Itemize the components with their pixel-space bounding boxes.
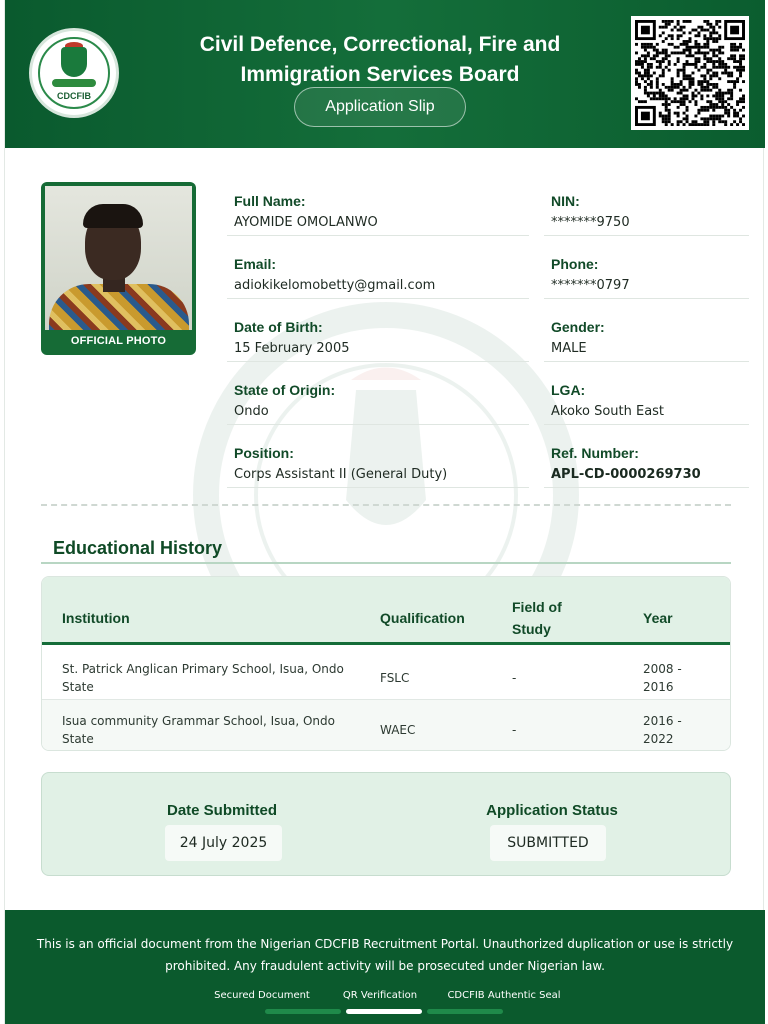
educational-history-title: Educational History	[53, 538, 223, 558]
field-label: NIN:	[551, 193, 580, 209]
position-value: Corps Assistant II (General Duty)	[227, 462, 529, 488]
badge-indicator	[427, 1009, 503, 1014]
year-line: 2022	[643, 732, 674, 746]
qr-verification-badge: QR Verification	[342, 990, 418, 1001]
phone-value: *******0797	[544, 273, 749, 299]
field-label: Position:	[234, 445, 294, 461]
year-cell	[643, 712, 682, 748]
header-banner	[5, 0, 765, 148]
field-label: Email:	[234, 256, 277, 272]
application-status-value: SUBMITTED	[490, 825, 606, 861]
institution-cell	[62, 712, 335, 748]
table-row	[42, 648, 731, 700]
cdcfib-logo	[29, 28, 119, 118]
board-title	[155, 30, 605, 90]
col-qualification: Qualification	[380, 610, 465, 626]
ref-number-value: APL-CD-0000269730	[544, 462, 749, 488]
footer-notice	[25, 933, 745, 977]
dob-field	[234, 318, 529, 362]
nin-field	[551, 192, 749, 236]
lga-value: Akoko South East	[544, 399, 749, 425]
phone-field	[551, 255, 749, 299]
application-slip-badge: Application Slip	[294, 87, 466, 127]
secured-document-badge: Secured Document	[214, 990, 310, 1001]
col-field-line-1: Field of	[512, 599, 562, 615]
title-line-1: Civil Defence, Correctional, Fire and	[199, 33, 561, 56]
year-line: 2016 -	[643, 714, 682, 728]
email-field	[234, 255, 529, 299]
full-name-field	[234, 192, 529, 236]
institution-cell	[62, 660, 344, 696]
col-year: Year	[643, 610, 673, 626]
field-label: Date of Birth:	[234, 319, 323, 335]
applicant-photo	[45, 186, 192, 330]
nin-value: *******9750	[544, 210, 749, 236]
state-of-origin-value: Ondo	[227, 399, 529, 425]
field-label: State of Origin:	[234, 382, 336, 398]
full-name-value: AYOMIDE OMOLANWO	[227, 210, 529, 236]
col-field-line-2: Study	[512, 621, 551, 637]
photo-caption: OFFICIAL PHOTO	[70, 335, 167, 347]
logo-text: CDCFIB	[57, 91, 91, 101]
year-cell	[643, 660, 682, 696]
official-photo-frame	[41, 182, 196, 355]
qualification-cell: WAEC	[380, 723, 416, 737]
field-label: LGA:	[551, 382, 586, 398]
section-rule	[41, 562, 731, 564]
ref-number-field	[551, 444, 749, 488]
section-divider	[41, 504, 731, 506]
col-field-of-study	[512, 596, 562, 640]
field-label: Full Name:	[234, 193, 306, 209]
footer-notice-line: prohibited. Any fraudulent activity will be prosecuted under Nigerian law.	[165, 959, 605, 973]
field-cell: -	[512, 671, 517, 685]
position-field	[234, 444, 529, 488]
date-submitted-value: 24 July 2025	[165, 825, 282, 861]
field-label: Phone:	[551, 256, 599, 272]
authentic-seal-badge: CDCFIB Authentic Seal	[447, 990, 561, 1001]
field-label: Gender:	[551, 319, 605, 335]
badge-indicator	[265, 1009, 341, 1014]
education-table	[41, 576, 731, 751]
footer-notice-line: This is an official document from the Nigerian CDCFIB Recruitment Portal. Unauthorized duplication or use is strictly	[36, 937, 734, 951]
field-cell: -	[512, 723, 517, 737]
col-institution: Institution	[62, 610, 130, 626]
shield-icon	[61, 47, 87, 77]
email-value: adiokikelomobetty@gmail.com	[227, 273, 529, 299]
institution-line: St. Patrick Anglican Primary School, Isua, Ondo	[62, 662, 344, 676]
lga-field	[551, 381, 749, 425]
title-line-2: Immigration Services Board	[240, 63, 520, 86]
submission-summary	[41, 772, 731, 876]
year-line: 2016	[643, 680, 674, 694]
state-of-origin-field	[234, 381, 529, 425]
badge-indicator-active	[346, 1009, 422, 1014]
logo-base	[52, 79, 96, 87]
gender-value: MALE	[544, 336, 749, 362]
institution-line: State	[62, 680, 94, 694]
qualification-cell: FSLC	[380, 671, 410, 685]
table-header	[42, 577, 731, 645]
application-status-label: Application Status	[486, 802, 618, 819]
gender-field	[551, 318, 749, 362]
table-row	[42, 700, 731, 751]
year-line: 2008 -	[643, 662, 682, 676]
institution-line: State	[62, 732, 94, 746]
institution-line: Isua community Grammar School, Isua, Ondo	[62, 714, 335, 728]
qr-code-icon	[631, 16, 749, 130]
footer	[5, 910, 765, 1024]
date-submitted-label: Date Submitted	[166, 802, 277, 819]
application-slip	[4, 0, 764, 1024]
dob-value: 15 February 2005	[227, 336, 529, 362]
field-label: Ref. Number:	[551, 445, 639, 461]
